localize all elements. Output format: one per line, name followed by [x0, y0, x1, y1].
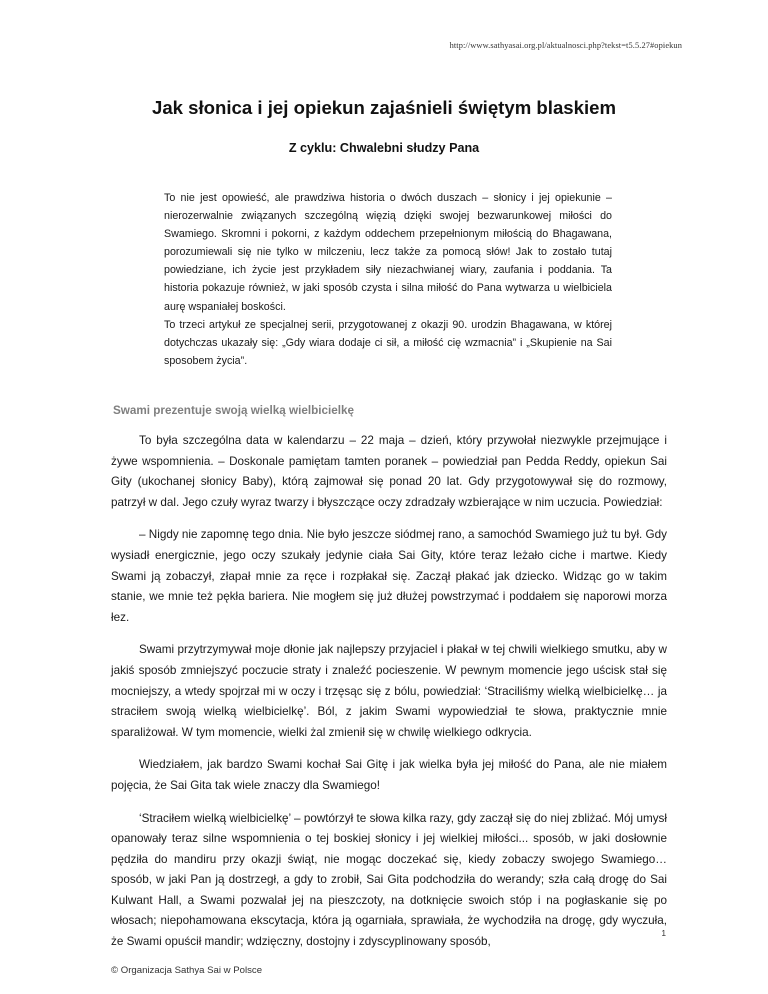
page-number: 1	[661, 928, 666, 938]
article-body	[111, 431, 667, 965]
body-paragraph: ‘Straciłem wielką wielbicielkę’ – powtórzył te słowa kilka razy, gdy zaczął się do niej zbliżać. Mój umysł opanowały teraz silne wspomnienia o tej boskiej słonicy i jej wielkiej miłości... sposób, w jaki dosłownie pędziła do mandiru przy okazji świąt, nie mogąc doczekać się, kiedy zobaczy swojego Swamiego… sposób, w jaki Pan ją dostrzegł, a gdy to zrobił, Sai Gita podchodziła do werandy; szła całą drogę do Sai Kulwant Hall, a Swami pozwalał jej na pieszczoty, na dotknięcie swoich stóp i na pogłaskanie się po włosach; niepohamowana ekscytacja, która ją ogarniała, sprawiała, że wychodziła na drogę, gdy wyczuła, że Swami opuścił mandir; wdzięczny, dostojny i zdyscyplinowany sposób,	[111, 811, 667, 949]
footer-organization: © Organizacja Sathya Sai w Polsce	[111, 965, 263, 976]
body-paragraph: To była szczególna data w kalendarzu – 22 maja – dzień, który przywołał niezwykle przejmujące i żywe wspomnienia. – Doskonale pamiętam tamten poranek – powiedział pan Pedda Reddy, opiekun Sai Gity (ukochanej słonicy Baby), którą zajmował się ponad 20 lat. Gdy przygotowywał się do rozmowy, patrzył w dal. Jego czuły wyraz twarzy i błyszczące oczy zdradzały wzbierające w nim uczucia. Powiedział:	[111, 434, 667, 509]
intro-paragraph: To trzeci artykuł ze specjalnej serii, przygotowanej z okazji 90. urodzin Bhagawana, w której dotychczas ukazały się: „Gdy wiara dodaje ci sił, a miłość cię wzmacnia” i „Skupienie na Sai sposobem życia”.	[164, 318, 612, 367]
section-heading: Swami prezentuje swoją wielką wielbicielkę	[113, 404, 354, 417]
body-paragraph: – Nigdy nie zapomnę tego dnia. Nie było jeszcze siódmej rano, a samochód Swamiego już tu był. Gdy wysiadł energicznie, jego oczy szukały jedynie ciała Sai Gity, które teraz leżało ciche i martwe. Kiedy Swami ją zobaczył, złapał mnie za ręce i rozpłakał się. Zaczął płakać jak dziecko. Widząc go w takim stanie, we mnie też pękła bariera. Nie mogłem się już dłużej powstrzymać i poddałem się naporowi morza łez.	[111, 528, 667, 624]
header-url: http://www.sathyasai.org.pl/aktualnosci.php?tekst=t5.5.27#opiekun	[449, 41, 682, 50]
body-paragraph: Swami przytrzymywał moje dłonie jak najlepszy przyjaciel i płakał w tej chwili wielkiego smutku, aby w jakiś sposób zmniejszyć poczucie straty i znaleźć pocieszenie. W pewnym momencie jego uścisk stał się mocniejszy, a wtedy spojrzał mi w oczy i trzęsąc się z bólu, powiedział: ‘Straciliśmy wielką wielbicielkę… ja straciłem swoją wielką wielbicielkę’. Ból, z jakim Swami wypowiedział te słowa, praktycznie mnie sparaliżował. W tym momencie, wielki żal zmienił się w chwilę wielkiego odkrycia.	[111, 643, 667, 739]
page-title: Jak słonica i jej opiekun zajaśnieli świętym blaskiem	[151, 97, 617, 118]
intro-block	[164, 189, 612, 370]
page-subtitle: Z cyklu: Chwalebni słudzy Pana	[288, 141, 480, 155]
body-paragraph: Wiedziałem, jak bardzo Swami kochał Sai Gitę i jak wielka była jej miłość do Pana, ale nie miałem pojęcia, że Sai Gita tak wiele znaczy dla Swamiego!	[111, 758, 667, 792]
intro-paragraph: To nie jest opowieść, ale prawdziwa historia o dwóch duszach – słonicy i jej opiekunie – nierozerwalnie związanych szczególną więzią dzięki swojej bezwarunkowej miłości do Swamiego. Skromni i pokorni, z każdym oddechem przepełnionym miłością do Bhagawana, porozumiewali się nie tylko w milczeniu, lecz także za pomocą słów! Jak to zostało tutaj powiedziane, ich życie jest przykładem siły niezachwianej wiary, zaufania i poddania. Ta historia pokazuje również, w jaki sposób czysta i silna miłość do Pana wytwarza u wielbiciela aurę wspaniałej boskości.	[164, 192, 612, 313]
